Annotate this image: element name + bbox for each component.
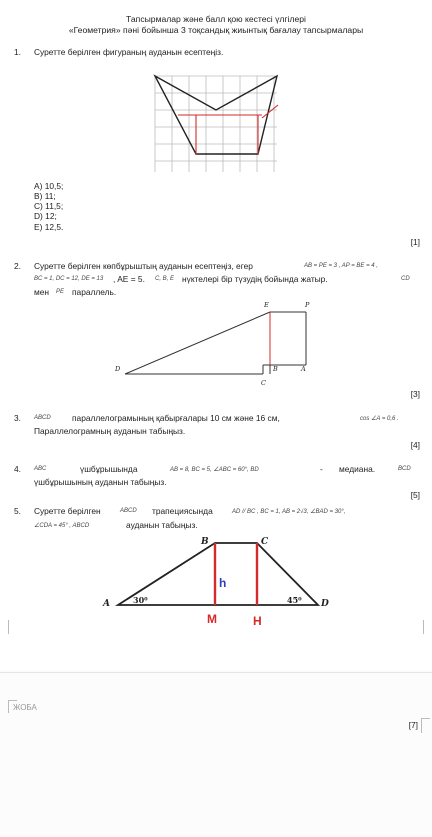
q5-abcd: ABCD [120, 508, 137, 514]
corner-mark-right [415, 620, 424, 634]
q2-figure [110, 297, 320, 389]
q2-text-e: параллель. [72, 287, 117, 297]
q3-text-a: параллелограмының қабырғалары 10 см және 16 см, [72, 413, 280, 423]
q2-label-d: D [115, 365, 121, 373]
q2-condition-1: AB = PE = 3 , AP = BE = 4 , [304, 263, 378, 269]
q3-mark: [4] [410, 440, 420, 450]
q5-label-m: M [207, 612, 217, 626]
q2-label-p: P [305, 301, 310, 309]
q2-text-c: нүктелері бір түзудің бойында жатыр. [182, 274, 328, 284]
q5-text-c: ауданын табыңыз. [126, 520, 198, 530]
q1-option-b: B) 11; [34, 191, 56, 201]
q2-condition-5: PE [56, 289, 65, 295]
q2-text-d: мен [34, 287, 50, 297]
footer-divider [0, 672, 432, 673]
q4-number: 4. [14, 464, 21, 474]
q3-abcd: ABCD [34, 415, 51, 421]
q4-dash: - [320, 464, 323, 474]
q5-label-b: B [201, 537, 209, 547]
q4-text-a: үшбұрышында [80, 464, 138, 474]
q1-number: 1. [14, 47, 21, 57]
q2-label-a: A [301, 365, 306, 373]
q2-label-c: C [261, 379, 266, 387]
q2-number: 2. [14, 261, 21, 271]
q3-text-b: Параллелограмның ауданын табыңыз. [34, 426, 186, 436]
q2-side-de [125, 312, 270, 374]
corner-mark-bottom-right [421, 718, 430, 733]
q2-condition-3: C, B, E [155, 276, 175, 282]
q4-abc: ABC [34, 466, 47, 472]
q5-condition-1: AD // BC , BC = 1, AB = 2√3, ∠BAD = 30°, [232, 509, 346, 515]
q2-text-b: , AE = 5. [113, 274, 145, 284]
q1-option-d: D) 12; [34, 211, 57, 221]
q2-condition-4: CD [401, 276, 410, 282]
q4-mark: [5] [410, 490, 420, 500]
doc-title-line1: Тапсырмалар және балл қою кестесі үлгілері [126, 14, 306, 24]
q4-condition: AB = 8, BC = 5, ∠ABC = 60°, BD [170, 467, 259, 473]
q2-label-e: E [264, 301, 269, 309]
q5-text-a: Суретте берілген [34, 506, 101, 516]
q5-angle-d: 45⁰ [287, 595, 302, 605]
q5-label-d: D [321, 599, 329, 609]
doc-title-line2: «Геометрия» пәні бойынша 3 тоқсандық жиынтық бағалау тапсырмалары [68, 25, 364, 35]
q4-bcd: BCD [398, 466, 411, 472]
footer-area [0, 670, 432, 837]
q5-label-c: C [261, 537, 269, 547]
q5-label-a: A [103, 599, 110, 609]
q1-text: Суретте берілген фигураның ауданын есептеңіз. [34, 47, 224, 57]
corner-mark-left [8, 620, 17, 634]
q1-option-a: A) 10,5; [34, 181, 64, 191]
q2-condition-2: BC = 1, DC = 12, DE = 13 [34, 276, 104, 282]
q5-number: 5. [14, 506, 21, 516]
q2-label-b: B [273, 365, 278, 373]
q4-text-c: үшбұрышының ауданын табыңыз. [34, 477, 167, 487]
q2-text-a: Суретте берілген көпбұрыштың ауданын есептеңіз, егер [34, 261, 253, 271]
q1-grid [155, 76, 277, 172]
q1-red-construction [178, 105, 278, 154]
q1-figure [150, 72, 282, 176]
q4-text-b: медиана. [339, 464, 376, 474]
q3-condition: cos ∠A = 0,6 . [360, 416, 399, 422]
q1-mark: [1] [410, 237, 420, 247]
q5-label-h-height: h [219, 576, 227, 590]
q3-number: 3. [14, 413, 21, 423]
q1-option-e: E) 12,5. [34, 222, 64, 232]
q5-text-b: трапециясында [152, 506, 213, 516]
q2-mark: [3] [410, 389, 420, 399]
footer-mark: [7] [408, 720, 418, 730]
footer-draft-label: ЖОБА [13, 703, 37, 712]
q5-condition-2: ∠CDA = 45° , ABCD [34, 523, 90, 529]
q5-label-h-foot: H [253, 614, 262, 628]
q5-angle-a: 30⁰ [133, 595, 148, 605]
q5-figure [95, 530, 345, 630]
q1-option-c: C) 11,5; [34, 201, 64, 211]
